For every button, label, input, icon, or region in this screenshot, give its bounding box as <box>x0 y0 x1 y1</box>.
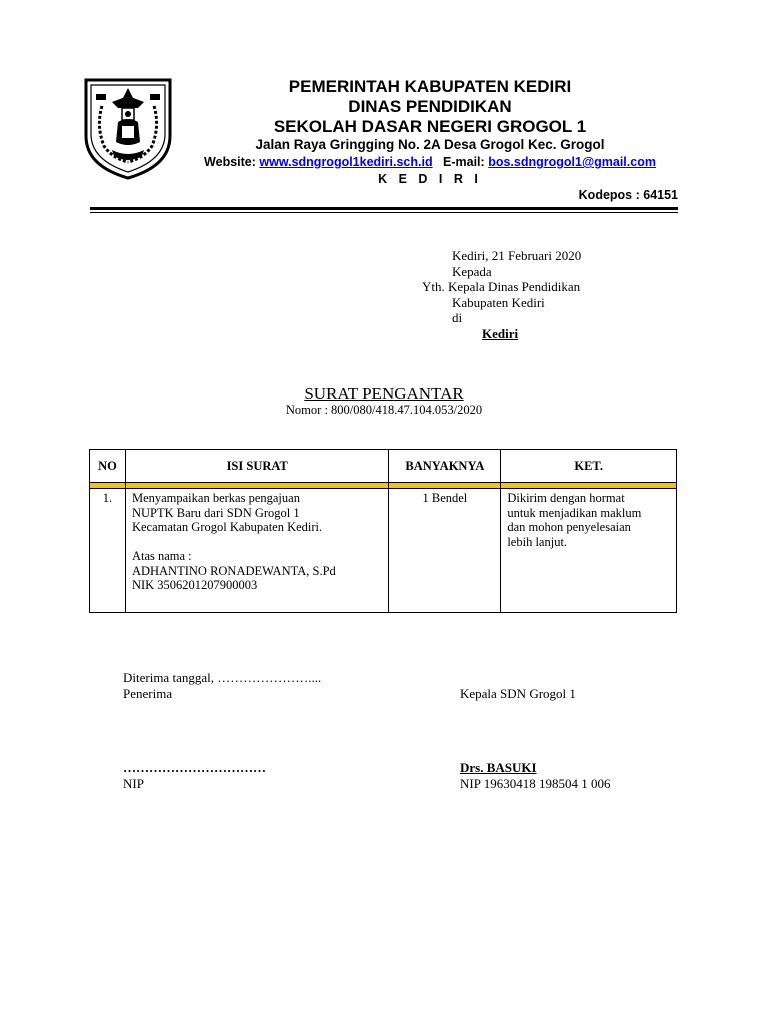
header-isi-surat: ISI SURAT <box>125 450 388 483</box>
website-label: Website: <box>204 155 256 169</box>
receiver-label: Penerima <box>123 686 173 701</box>
header-rule-thin <box>90 212 678 213</box>
recipient-regency: Kabupaten Kediri <box>452 294 545 310</box>
header-ket: KET. <box>501 450 677 483</box>
isi-line: Menyampaikan berkas pengajuan <box>131 491 300 505</box>
received-date: Diterima tanggal, ………………….... <box>123 670 322 685</box>
header-rule-thick <box>90 207 678 210</box>
isi-line: NUPTK Baru dari SDN Grogol 1 <box>131 505 300 520</box>
letter-number: Nomor : 800/080/418.47.104.053/2020 <box>285 403 483 417</box>
ket-line: untuk menjadikan maklum <box>507 505 642 520</box>
receiver-signature-dots: …………………………… <box>123 760 266 775</box>
recipient-place: Kediri <box>482 325 519 341</box>
receiver-nip: NIP <box>123 776 144 791</box>
isi-line: ADHANTINO RONADEWANTA, S.Pd <box>131 563 336 578</box>
letterhead-school: SEKOLAH DASAR NEGERI GROGOL 1 <box>273 117 587 136</box>
isi-line: NIK 3506201207900003 <box>131 578 258 592</box>
isi-line: Atas nama : <box>131 549 192 563</box>
letterhead-government: PEMERINTAH KABUPATEN KEDIRI <box>288 77 572 96</box>
row-no: 1. <box>90 489 126 613</box>
letter-date: Kediri, 21 Februari 2020 <box>452 248 582 263</box>
row-banyaknya: 1 Bendel <box>389 489 501 613</box>
letter-title: SURAT PENGANTAR <box>304 384 464 403</box>
head-name: Drs. BASUKI <box>460 760 537 775</box>
website-link[interactable]: www.sdngrogol1kediri.sch.id <box>259 155 433 169</box>
table-header-row <box>90 450 677 483</box>
letterhead-address: Jalan Raya Gringging No. 2A Desa Grogol Kec. Grogol <box>255 137 605 152</box>
letterhead-contact <box>180 155 680 169</box>
row-ket <box>501 489 677 613</box>
head-nip: NIP 19630418 198504 1 006 <box>460 776 611 791</box>
ket-line: Dikirim dengan hormat <box>507 491 625 505</box>
recipient-di: di <box>452 310 463 325</box>
header-banyaknya: BANYAKNYA <box>389 450 501 483</box>
regency-emblem-logo <box>82 76 174 180</box>
isi-line: Kecamatan Grogol Kabupaten Kediri. <box>131 520 323 534</box>
letterhead-city: K E D I R I <box>378 172 482 186</box>
recipient-block <box>422 248 682 341</box>
table-row <box>90 489 677 613</box>
letter-table <box>89 449 677 613</box>
isi-spacer <box>132 535 382 550</box>
recipient-yth-line <box>422 279 682 295</box>
letterhead-department: DINAS PENDIDIKAN <box>348 97 512 116</box>
recipient-yth: Yth. <box>422 279 445 294</box>
email-label: E-mail: <box>443 155 485 169</box>
recipient-name: Kepala Dinas Pendidikan <box>448 279 581 294</box>
head-title: Kepala SDN Grogol 1 <box>460 686 576 701</box>
letterhead-postal: Kodepos : 64151 <box>578 188 678 202</box>
recipient-kepada: Kepada <box>452 263 492 279</box>
email-link[interactable]: bos.sdngrogol1@gmail.com <box>488 155 656 169</box>
ket-line: dan mohon penyelesaian <box>507 520 631 534</box>
ket-line: lebih lanjut. <box>507 534 568 549</box>
header-no: NO <box>90 450 126 483</box>
row-isi <box>125 489 388 613</box>
